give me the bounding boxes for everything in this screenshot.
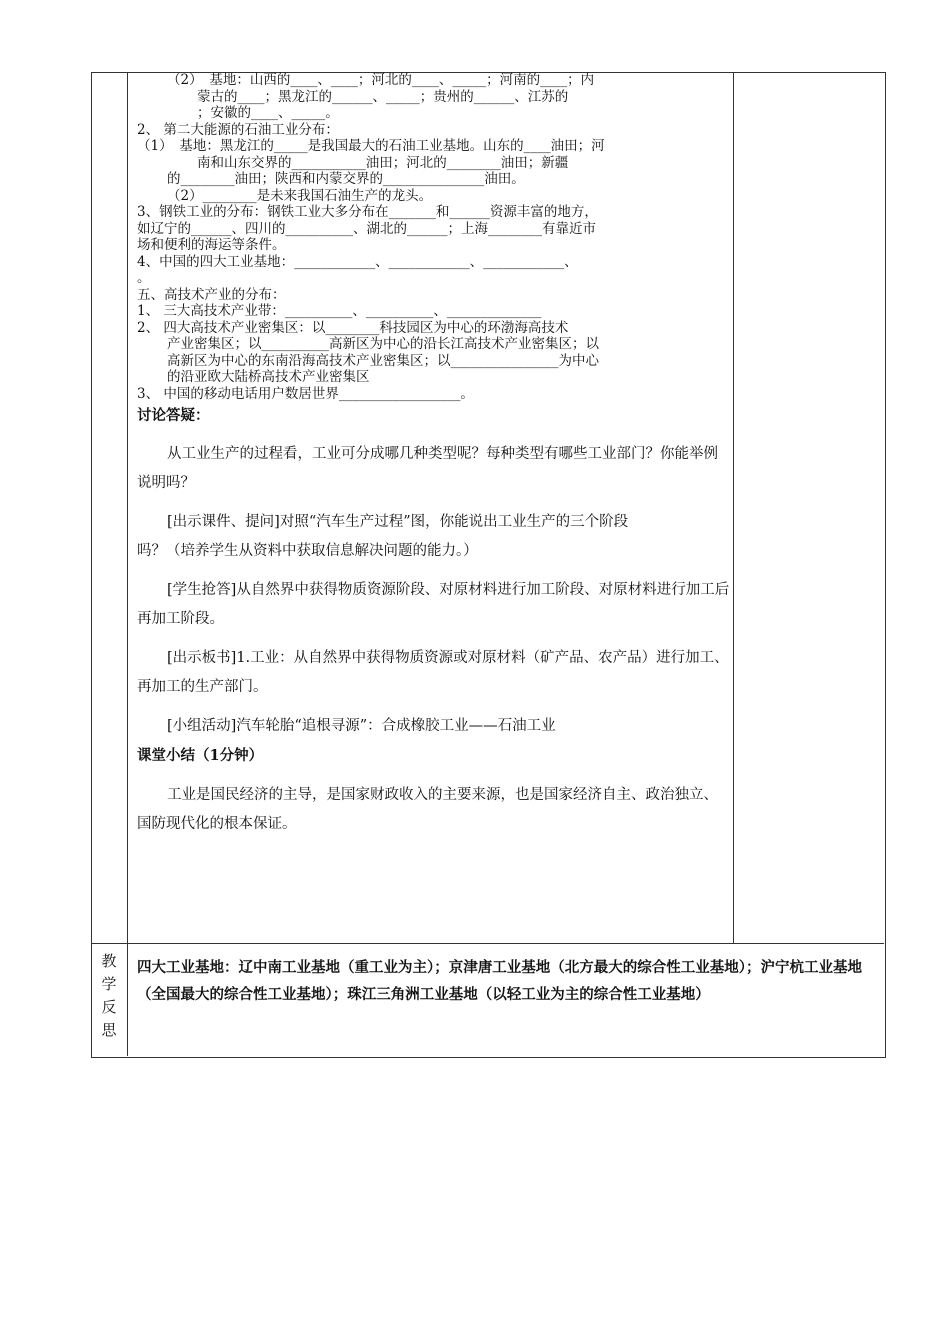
- line-oil-1: （1） 基地：黑龙江的_____是我国最大的石油工业基地。山东的____油田；河: [137, 138, 605, 154]
- line-hightech-5: 的沿亚欧大陆桥高技术产业密集区: [167, 369, 370, 385]
- discussion-paragraph-1: 从工业生产的过程看，工业可分成哪几种类型呢？每种类型有哪些工业部门？你能举例说明吗？: [137, 446, 718, 491]
- summary-paragraph: 工业是国民经济的主导，是国家财政收入的主要来源，也是国家经济自主、政治独立、国防现代化的根本保证。: [137, 787, 718, 832]
- line-coal-bases-3: ；安徽的____、_____。: [197, 105, 339, 121]
- line-steel-1: 3、钢铁工业的分布：钢铁工业大多分布在_______和______资源丰富的地方，: [137, 204, 598, 220]
- line-hightech-2: 2、 四大高技术产业密集区：以________科技园区为中心的环渤海高技术: [137, 319, 569, 336]
- discussion-paragraph-2: [出示课件、提问]对照“汽车生产过程”图，你能说出工业生产的三个阶段: [167, 514, 629, 530]
- line-oil-3: 的________油田；陕西和内蒙交界的_______________油田。: [167, 171, 525, 187]
- discussion-paragraph-6: [小组活动]汽车轮胎“追根寻源”：合成橡胶工业——石油工业: [167, 718, 556, 734]
- line-steel-3: 场和便利的海运等条件。: [137, 237, 286, 253]
- line-coal-bases-1: （2） 基地：山西的____、____；河北的____、_____；河南的____；内: [167, 72, 595, 88]
- line-oil-4: （2）________是未来我国石油生产的龙头。: [167, 187, 433, 204]
- line-four-bases: 4、中国的四大工业基地：____________、____________、____________、: [137, 253, 578, 270]
- line-four-bases-end: 。: [137, 270, 151, 286]
- line-hightech-4: 高新区为中心的东南沿海高技术产业密集区；以________________为中心: [167, 352, 599, 369]
- column-divider-right: [733, 72, 734, 943]
- line-oil-heading: 2、 第二大能源的石油工业分布：: [137, 121, 339, 138]
- discussion-paragraph-3: 吗？（培养学生从资料中获取信息解决问题的能力。）: [137, 543, 478, 559]
- line-steel-2: 如辽宁的______、四川的__________、湖北的______；上海________有靠近市: [137, 220, 596, 237]
- discussion-paragraph-4: [学生抢答]从自然界中获得物质资源阶段、对原材料进行加工阶段、对原材料进行加工后再加工阶段。: [137, 582, 730, 627]
- line-hightech-heading: 五、高技术产业的分布：: [137, 286, 286, 303]
- reflection-text: 四大工业基地：辽中南工业基地（重工业为主）；京津唐工业基地（北方最大的综合性工业基地）；沪宁杭工业基地（全国最大的综合性工业基地）；珠江三角洲工业基地（以轻工业为主的综合性工业基地）: [137, 959, 862, 1003]
- discussion-heading: 讨论答疑：: [137, 407, 210, 424]
- line-mobile-users: 3、 中国的移动电话用户数居世界__________________。: [137, 385, 474, 402]
- summary-heading: 课堂小结（1分钟）: [137, 747, 264, 764]
- line-hightech-1: 1、 三大高技术产业带：__________、__________、______________: [137, 303, 542, 319]
- line-coal-bases-2: 蒙古的____；黑龙江的______、_____；贵州的______、江苏的: [197, 88, 569, 105]
- worksheet-content: [137, 72, 732, 839]
- row-divider: [91, 943, 884, 944]
- reflection-label: 教 学 反 思: [101, 952, 117, 1039]
- line-oil-2: 南和山东交界的___________油田；河北的________油田；新疆: [197, 154, 569, 171]
- column-divider-left: [127, 72, 128, 1056]
- line-hightech-3: 产业密集区；以__________高新区为中心的沿长江高技术产业密集区；以: [167, 336, 599, 352]
- discussion-paragraph-5: [出示板书]1.工业：从自然界中获得物质资源或对原材料（矿产品、农产品）进行加工、再加工的生产部门。: [137, 650, 729, 695]
